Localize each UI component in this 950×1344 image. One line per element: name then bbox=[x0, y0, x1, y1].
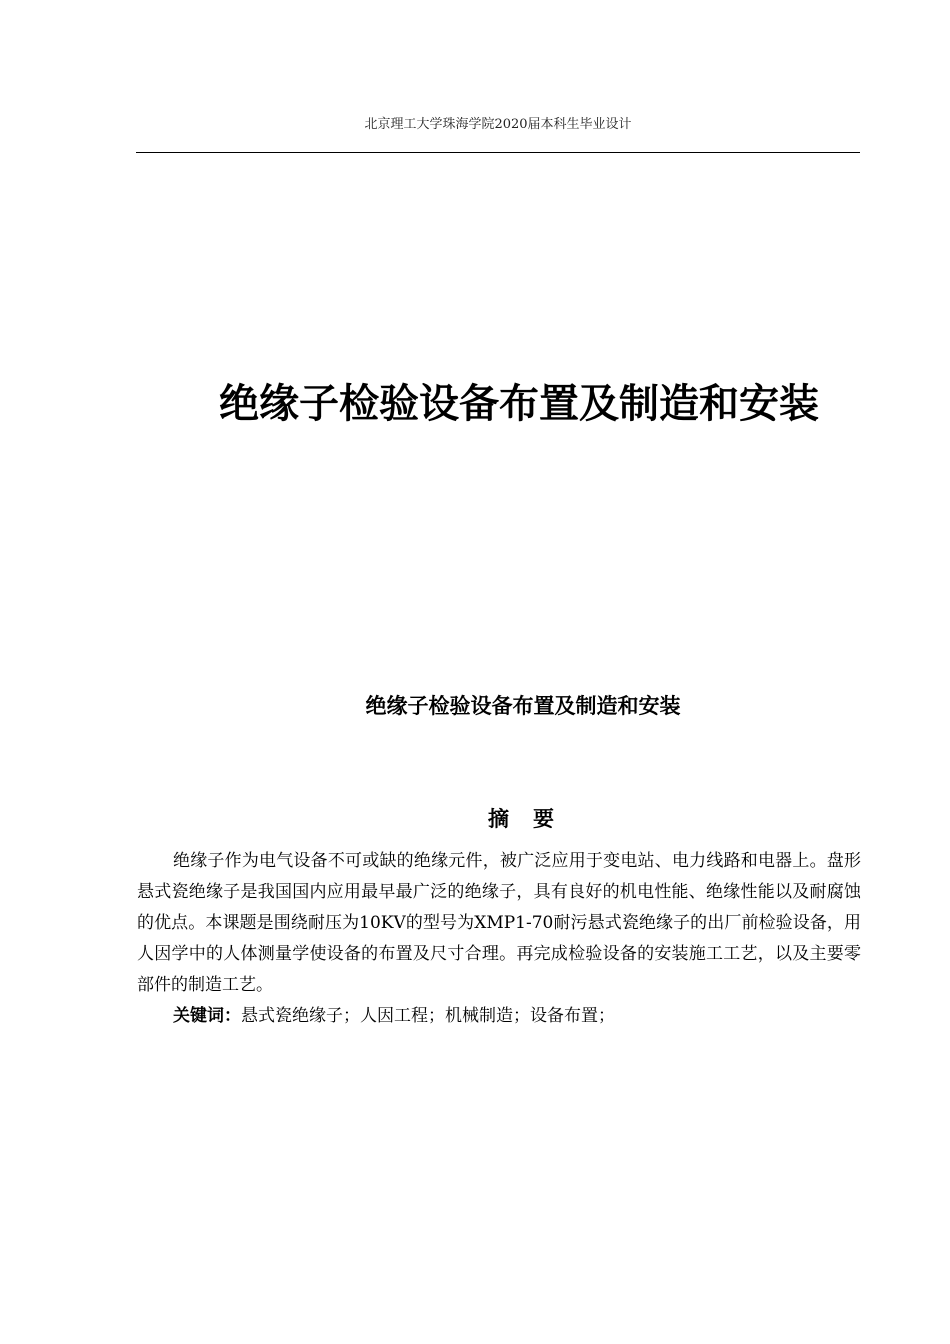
running-header: 北京理工大学珠海学院2020届本科生毕业设计 bbox=[364, 117, 632, 132]
abstract-heading: 摘要 bbox=[488, 807, 578, 831]
header-divider bbox=[136, 152, 860, 153]
keywords-text: 悬式瓷绝缘子；人因工程；机械制造；设备布置； bbox=[241, 1006, 615, 1026]
abstract-body: 绝缘子作为电气设备不可或缺的绝缘元件，被广泛应用于变电站、电力线路和电器上。盘形悬式瓷绝缘子是我国国内应用最早最广泛的绝缘子，具有良好的机电性能、绝缘性能以及耐腐蚀的优点。本课题是围绕耐压为10KV的型号为XMP1-70耐污悬式瓷绝缘子的出厂前检验设备，用人因学中的人体测量学使设备的布置及尺寸合理。再完成检验设备的安装施工工艺，以及主要零部件的制造工艺。 bbox=[137, 851, 861, 995]
document-title: 绝缘子检验设备布置及制造和安装 bbox=[219, 381, 819, 427]
keywords-label: 关键词： bbox=[173, 1006, 241, 1026]
abstract-title: 绝缘子检验设备布置及制造和安装 bbox=[365, 694, 681, 718]
keywords-line bbox=[137, 1001, 861, 1032]
